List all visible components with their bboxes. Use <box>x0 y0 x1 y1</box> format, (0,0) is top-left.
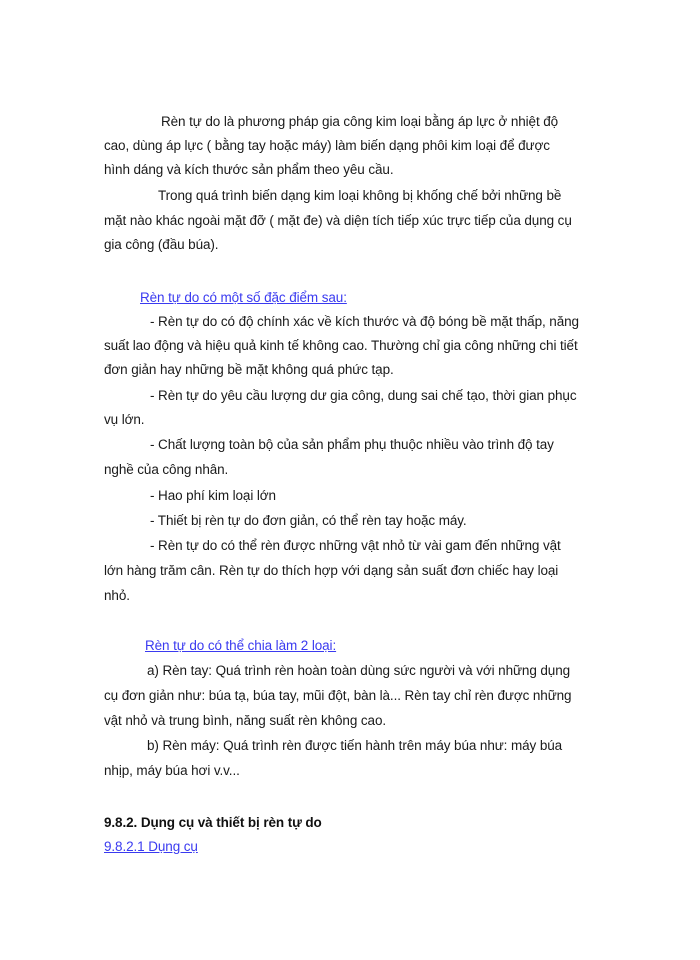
intro-p2-line3: gia công (đầu búa). <box>104 237 219 252</box>
section-heading: 9.8.2. Dụng cụ và thiết bị rèn tự do <box>104 815 322 830</box>
features-title-link[interactable]: Rèn tự do có một số đặc điểm sau: <box>140 290 347 305</box>
types-title-link[interactable]: Rèn tự do có thể chia làm 2 loại: <box>145 638 337 653</box>
intro-p1-line1: Rèn tự do là phương pháp gia công kim loại bằng áp lực ở nhiệt độ <box>161 114 559 129</box>
feature-3-line2: nghề của công nhân. <box>104 462 229 477</box>
type-a-line2: cụ đơn giản như: búa tạ, búa tay, mũi đột, bàn là... Rèn tay chỉ rèn được những <box>104 688 572 703</box>
type-b-line2: nhịp, máy búa hơi v.v... <box>104 763 240 778</box>
intro-p1-line2: cao, dùng áp lực ( bằng tay hoặc máy) làm biến dạng phôi kim loại để được <box>104 138 550 153</box>
subsection-link[interactable]: 9.8.2.1 Dụng cụ <box>104 839 198 854</box>
intro-p1-line3: hình dáng và kích thước sản phẩm theo yêu cầu. <box>104 162 394 177</box>
feature-6-line1: - Rèn tự do có thể rèn được những vật nhỏ từ vài gam đến những vật <box>150 538 561 553</box>
feature-4-line1: - Hao phí kim loại lớn <box>150 488 276 503</box>
intro-p2-line1: Trong quá trình biến dạng kim loại không bị khống chế bởi những bề <box>158 188 562 203</box>
feature-2-line2: vụ lớn. <box>104 412 145 427</box>
intro-p2-line2: mặt nào khác ngoài mặt đỡ ( mặt đe) và diện tích tiếp xúc trực tiếp của dụng cụ <box>104 213 572 228</box>
feature-6-line2: lớn hàng trăm cân. Rèn tự do thích hợp với dạng sản suất đơn chiếc hay loại <box>104 563 559 578</box>
type-b-line1: b) Rèn máy: Quá trình rèn được tiến hành trên máy búa như: máy búa <box>147 738 563 753</box>
feature-6-line3: nhỏ. <box>104 588 130 603</box>
feature-5-line1: - Thiết bị rèn tự do đơn giản, có thể rèn tay hoặc máy. <box>150 513 467 528</box>
feature-3-line1: - Chất lượng toàn bộ của sản phẩm phụ thuộc nhiều vào trình độ tay <box>150 437 554 452</box>
type-a-line3: vật nhỏ và trung bình, năng suất rèn không cao. <box>104 713 387 728</box>
feature-1-line2: suất lao động và hiệu quả kinh tế không cao. Thường chỉ gia công những chi tiết <box>104 338 578 353</box>
feature-2-line1: - Rèn tự do yêu cầu lượng dư gia công, dung sai chế tạo, thời gian phục <box>150 388 577 403</box>
feature-1-line3: đơn giản hay những bề mặt không quá phức tạp. <box>104 362 394 377</box>
type-a-line1: a) Rèn tay: Quá trình rèn hoàn toàn dùng sức người và với những dụng <box>147 663 571 678</box>
feature-1-line1: - Rèn tự do có độ chính xác về kích thước và độ bóng bề mặt thấp, năng <box>150 314 579 329</box>
